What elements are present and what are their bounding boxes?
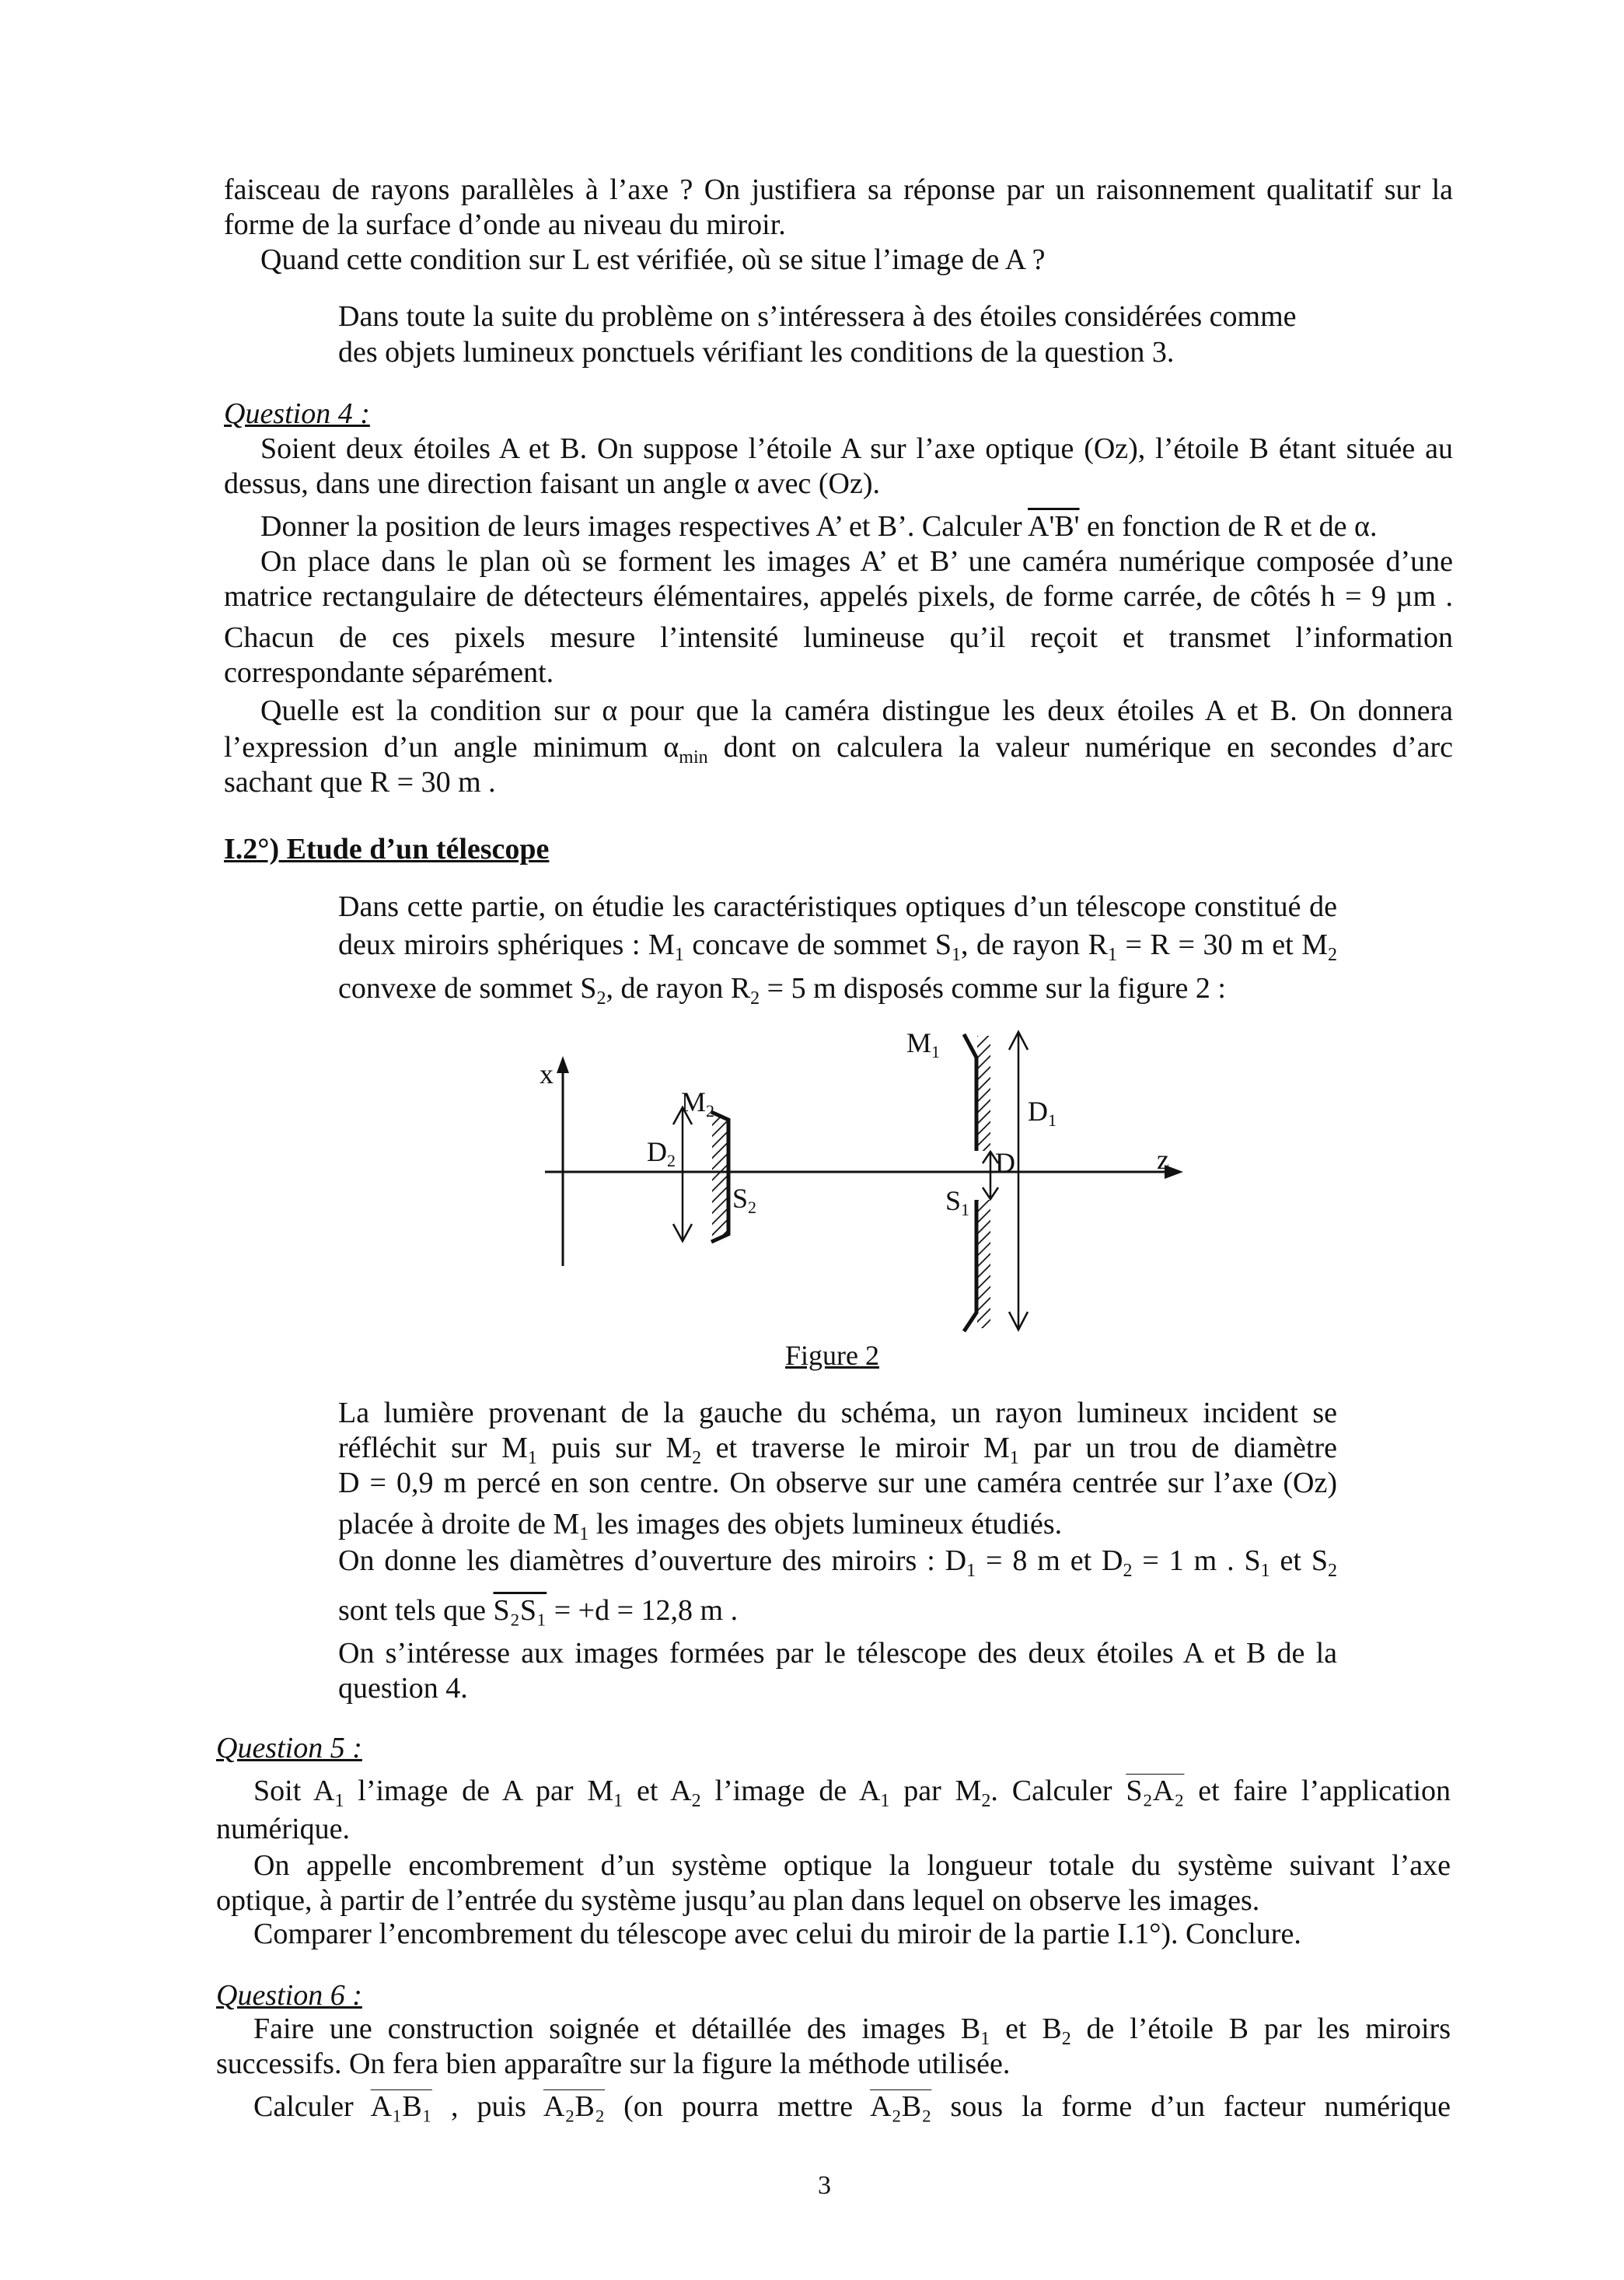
text-line (224, 467, 880, 501)
subscript: 2 (1061, 2029, 1071, 2047)
text-segment: = 8 m et D (976, 1544, 1123, 1577)
subscript: 2 (692, 1448, 702, 1467)
s2-letter: S (732, 1183, 749, 1214)
m2-subscript: 2 (706, 1101, 715, 1121)
text-line (224, 173, 1453, 208)
text-segment: puis sur M (536, 1432, 693, 1464)
text-segment: par un trou de diamètre (1018, 1432, 1337, 1464)
x-axis-arrow-icon (557, 1056, 569, 1266)
text-segment: Dans toute la suite du problème on s’intéressera à des étoiles considérées comme (338, 300, 1297, 333)
mirror-m1-label (906, 1027, 941, 1061)
subscript: 2 (1328, 945, 1337, 963)
text-line (338, 1466, 1337, 1502)
subscript: 1 (1107, 945, 1117, 963)
d2-aperture-arrow-icon (673, 1107, 692, 1241)
text-line (224, 656, 554, 690)
d1-letter: D (1028, 1096, 1048, 1127)
text-segment: et A (623, 1775, 692, 1807)
text-segment: Quand cette condition sur L est vérifiée, où se situe l’image de A ? (260, 243, 1046, 276)
d1-subscript: 1 (1048, 1110, 1056, 1130)
z-axis-label: z (1157, 1144, 1169, 1175)
text-line (338, 890, 1337, 925)
text-segment: réfléchit sur M (338, 1432, 528, 1464)
text-segment: = R = 30 m et M (1116, 928, 1329, 961)
text-line (216, 2047, 1010, 2081)
subscript: 1 (334, 1791, 344, 1810)
text-segment: dont on calculera la valeur numérique en secondes d’arc (707, 731, 1453, 764)
text-segment: convexe de sommet S (338, 972, 597, 1005)
section-heading (216, 1731, 362, 1765)
text-line (253, 1774, 1451, 1810)
text-segment: faisceau de rayons parallèles à l’axe ? On justifiera sa réponse par un raisonnement qualitatif sur la (224, 173, 1453, 206)
d2-letter: D (647, 1136, 667, 1167)
text-segment: La lumière provenant de la gauche du schéma, un rayon lumineux incident se (338, 1397, 1337, 1429)
text-segment: Question 4 : (224, 397, 370, 430)
subscript: 2 (691, 1791, 701, 1810)
vector-overline: S₂A₂ (1126, 1775, 1185, 1807)
text-segment: et faire l’application (1184, 1775, 1451, 1807)
text-line (338, 971, 1226, 1009)
text-line (253, 1848, 1451, 1884)
subscript: 1 (1009, 1448, 1019, 1467)
section-heading (216, 1978, 362, 2012)
subscript: 1 (1260, 1561, 1270, 1579)
text-segment: = 5 m disposés comme sur la figure 2 : (760, 972, 1226, 1005)
s1-letter: S (945, 1185, 962, 1216)
section-heading (224, 832, 549, 866)
vector-overline: A₂B₂ (870, 2090, 932, 2123)
telescope-diagram-svg (529, 1011, 1213, 1376)
text-segment: Faire une construction soignée et détaillée des images B (253, 2012, 981, 2045)
text-line (338, 1431, 1337, 1467)
subscript: 2 (1328, 1561, 1337, 1579)
s2-label (732, 1183, 757, 1217)
text-segment: Soit A (253, 1775, 335, 1807)
subscript: 2 (596, 988, 606, 1009)
text-segment: D = 0,9 m percé en son centre. On observe sur une caméra centrée sur l’axe (Oz) (338, 1467, 1337, 1499)
text-line (224, 579, 1453, 615)
text-line (216, 1812, 350, 1846)
text-line (224, 621, 1453, 656)
text-line (224, 730, 1453, 766)
text-segment: Question 5 : (216, 1732, 362, 1764)
text-segment: correspondante séparément. (224, 656, 554, 689)
text-line (260, 544, 1453, 580)
text-line (338, 335, 1174, 369)
text-segment: (on pourra mettre (605, 2090, 871, 2123)
figure-2-telescope-diagram (529, 1011, 1213, 1376)
text-segment: et B (990, 2012, 1062, 2045)
section-heading (224, 397, 370, 431)
text-segment: dessus, dans une direction faisant un angle α avec (Oz). (224, 467, 881, 500)
text-line (338, 1396, 1337, 1432)
text-segment: placée à droite de M (338, 1508, 580, 1540)
text-segment: les images des objets lumineux étudiés. (588, 1508, 1063, 1540)
text-line (260, 243, 1046, 277)
text-segment: sont tels que (338, 1594, 494, 1627)
s2-subscript: 2 (748, 1198, 757, 1217)
text-segment: = +d = 12,8 m . (547, 1594, 739, 1627)
text-segment: Comparer l’encombrement du télescope avec celui du miroir de la partie I.1°). Conclure. (253, 1918, 1301, 1950)
text-line (253, 2012, 1451, 2047)
text-segment: Donner la position de leurs images respectives A’ et B’. Calculer (260, 510, 1029, 543)
text-line (216, 1883, 1259, 1918)
vector-overline: A'B' (1028, 510, 1080, 543)
subscript: 1 (880, 1791, 890, 1810)
text-line (260, 432, 1453, 467)
text-segment: On appelle encombrement d’un système optique la longueur totale du système suivant l’axe (253, 1849, 1451, 1882)
text-segment: des objets lumineux ponctuels vérifiant les conditions de la question 3. (338, 336, 1175, 369)
vector-overline: A₁B₁ (370, 2090, 432, 2123)
subscript: 1 (579, 1524, 589, 1544)
text-segment: de l’étoile B par les miroirs (1070, 2012, 1451, 2045)
x-axis-label: x (540, 1058, 554, 1089)
mirror-m2-icon (711, 1112, 728, 1242)
subscript: 1 (951, 945, 961, 963)
text-line (224, 208, 786, 242)
text-segment: question 4. (338, 1672, 468, 1705)
text-segment: successifs. On fera bien apparaître sur la figure la méthode utilisée. (216, 2047, 1011, 2080)
text-segment: Calculer (253, 2090, 371, 2123)
text-segment: On s’intéresse aux images formées par le télescope des deux étoiles A et B de la (338, 1637, 1337, 1670)
text-segment: l’image de A (700, 1775, 881, 1807)
text-line (338, 1507, 1063, 1544)
text-segment: Question 6 : (216, 1979, 362, 2012)
s1-label (945, 1185, 970, 1219)
text-line (338, 1544, 1337, 1579)
d-hole-label: D (995, 1147, 1015, 1178)
m1-subscript: 1 (931, 1042, 941, 1061)
text-line (260, 694, 1453, 729)
text-segment: numérique. (216, 1813, 351, 1845)
figure-caption: Figure 2 (785, 1340, 879, 1371)
text-segment: l’expression d’un angle minimum α (224, 731, 679, 764)
text-line (224, 765, 496, 799)
text-segment: forme de la surface d’onde au niveau du miroir. (224, 208, 786, 241)
text-segment: On place dans le plan où se forment les images A’ et B’ une caméra numérique composée d’une (260, 545, 1453, 578)
s1-subscript: 1 (961, 1200, 970, 1219)
text-segment: Soient deux étoiles A et B. On suppose l’étoile A sur l’axe optique (Oz), l’étoile B étant située au (260, 432, 1453, 465)
mirror-m1-icon (964, 1034, 990, 1331)
mirror-m2-label (681, 1086, 715, 1121)
z-axis-arrow-icon (545, 1165, 1183, 1179)
text-segment: en fonction de R et de α. (1079, 510, 1378, 543)
text-segment: Chacun de ces pixels mesure l’intensité lumineuse qu’il reçoit et transmet l’information (224, 621, 1453, 654)
subscript: 2 (981, 1791, 991, 1810)
subscript: 1 (980, 2029, 990, 2047)
text-segment: On donne les diamètres d’ouverture des miroirs : D (338, 1544, 967, 1577)
subscript: 2 (1123, 1561, 1133, 1579)
text-segment: et S (1270, 1544, 1329, 1577)
subscript: 1 (613, 1791, 623, 1810)
m2-letter: M (681, 1086, 707, 1117)
subscript: 1 (674, 945, 684, 963)
text-segment: = 1 m . S (1132, 1544, 1261, 1577)
text-line (338, 1671, 468, 1705)
text-segment: et traverse le miroir M (701, 1432, 1010, 1464)
text-line (253, 1917, 1301, 1951)
d1-aperture-arrow-icon (1009, 1032, 1028, 1330)
text-segment: , de rayon R (960, 928, 1108, 961)
text-segment: , de rayon R (606, 972, 751, 1005)
text-segment: I.2°) Etude d’un télescope (224, 833, 550, 865)
d2-label (647, 1136, 676, 1170)
text-segment: optique, à partir de l’entrée du système jusqu’au plan dans lequel on observe les images. (216, 1884, 1260, 1917)
text-segment: sachant que R = 30 m . (224, 766, 496, 799)
text-segment: , puis (431, 2090, 543, 2123)
text-line (260, 509, 1377, 544)
text-line (338, 1593, 738, 1628)
subscript: 1 (527, 1448, 537, 1467)
text-segment: Quelle est la condition sur α pour que la caméra distingue les deux étoiles A et B. On donnera (260, 694, 1453, 727)
text-line (253, 2089, 1451, 2125)
vector-overline: A₂B₂ (543, 2090, 606, 2123)
text-segment: sous la forme d’un facteur numérique (931, 2090, 1451, 2123)
subscript: min (679, 747, 708, 766)
text-segment: Dans cette partie, on étudie les caractéristiques optiques d’un télescope constitué de (338, 890, 1337, 923)
text-segment: deux miroirs sphériques : M (338, 928, 675, 961)
text-segment: concave de sommet S (683, 928, 952, 961)
text-segment: l’image de A par M (344, 1775, 614, 1807)
text-segment: par M (889, 1775, 982, 1807)
d2-subscript: 2 (667, 1151, 676, 1170)
m1-letter: M (906, 1027, 932, 1058)
text-line (338, 299, 1297, 334)
subscript: 1 (966, 1561, 976, 1579)
text-line (338, 1636, 1337, 1672)
text-line (338, 928, 1337, 963)
page-number: 3 (818, 2171, 831, 2200)
text-segment: matrice rectangulaire de détecteurs élémentaires, appelés pixels, de forme carrée, de côtés h = 9 µm . (224, 580, 1453, 613)
d1-label (1028, 1096, 1056, 1130)
text-segment: . Calculer (990, 1775, 1126, 1807)
vector-overline: S₂S₁ (493, 1594, 547, 1627)
subscript: 2 (750, 988, 760, 1009)
